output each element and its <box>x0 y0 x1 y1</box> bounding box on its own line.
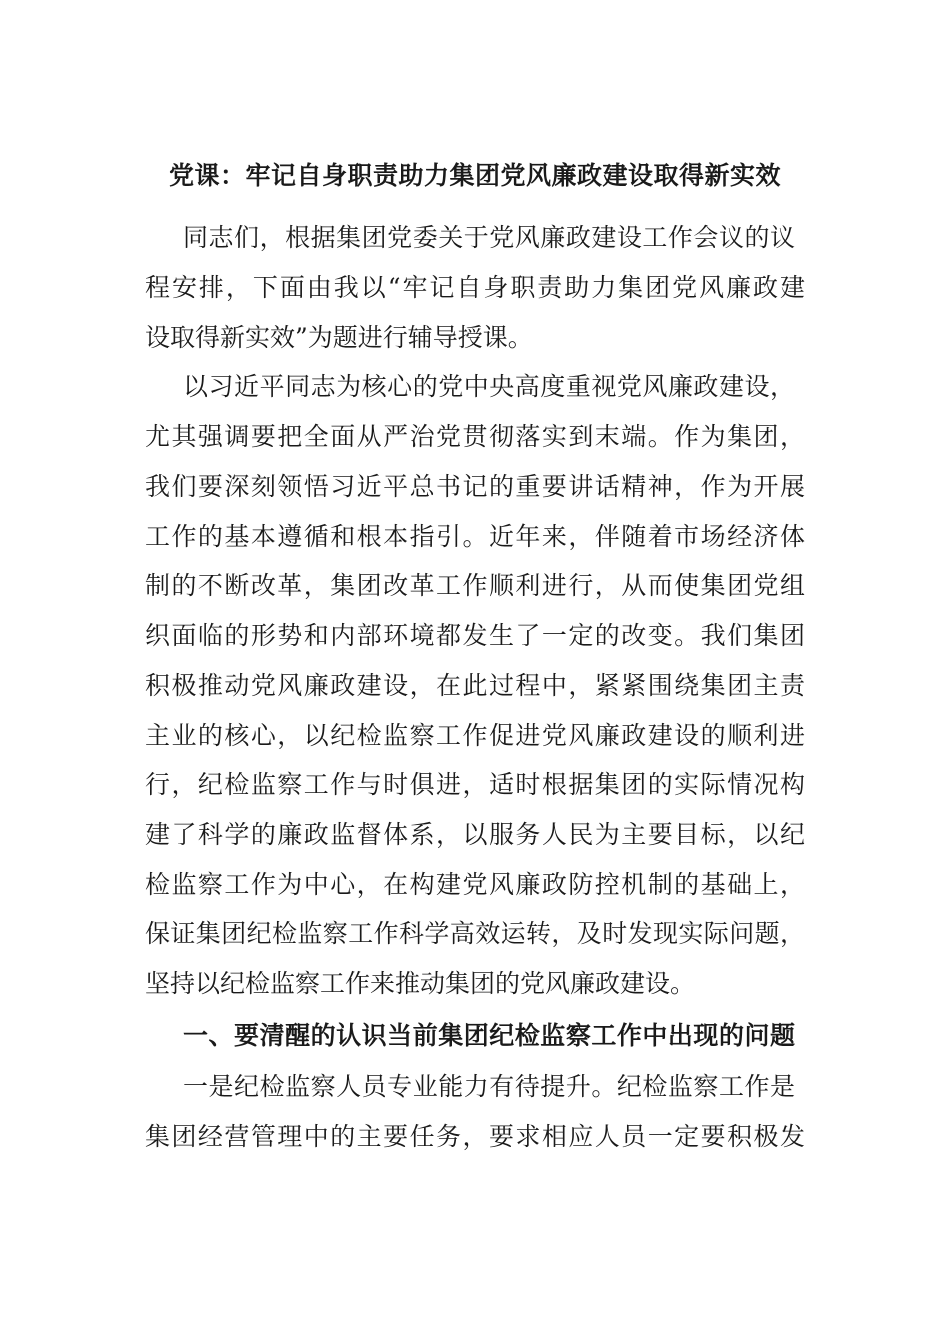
paragraph-1-line: 设取得新实效”为题进行辅导授课。 <box>145 323 533 352</box>
paragraph-1-line: 程安排，下面由我以“牢记自身职责助力集团党风廉政建 <box>145 273 805 302</box>
paragraph-2-line: 尤其强调要把全面从严治党贯彻落实到末端。作为集团， <box>145 422 805 451</box>
paragraph-2-line: 主业的核心，以纪检监察工作促进党风廉政建设的顺利进 <box>145 721 805 750</box>
paragraph-2-line: 建了科学的廉政监督体系，以服务人民为主要目标，以纪 <box>145 820 805 849</box>
paragraph-2-line: 保证集团纪检监察工作科学高效运转，及时发现实际问题， <box>145 919 805 948</box>
paragraph-2-line: 以习近平同志为核心的党中央高度重视党风廉政建设， <box>183 372 795 401</box>
paragraph-2-line: 我们要深刻领悟习近平总书记的重要讲话精神，作为开展 <box>145 472 805 501</box>
paragraph-2-line: 织面临的形势和内部环境都发生了一定的改变。我们集团 <box>145 621 805 650</box>
section-heading: 一、要清醒的认识当前集团纪检监察工作中出现的问题 <box>183 1021 795 1050</box>
document-title: 党课：牢记自身职责助力集团党风廉政建设取得新实效 <box>168 161 781 190</box>
paragraph-2-line: 工作的基本遵循和根本指引。近年来，伴随着市场经济体 <box>145 522 805 551</box>
paragraph-2-line: 检监察工作为中心，在构建党风廉政防控机制的基础上， <box>145 870 805 899</box>
paragraph-2-line: 行，纪检监察工作与时俱进，适时根据集团的实际情况构 <box>145 770 805 799</box>
paragraph-3-line: 一是纪检监察人员专业能力有待提升。纪检监察工作是 <box>183 1072 795 1101</box>
paragraph-1-line: 同志们，根据集团党委关于党风廉政建设工作会议的议 <box>183 223 795 252</box>
paragraph-2-line: 坚持以纪检监察工作来推动集团的党风廉政建设。 <box>145 969 696 998</box>
paragraph-2-line: 积极推动党风廉政建设，在此过程中，紧紧围绕集团主责 <box>145 671 805 700</box>
paragraph-2-line: 制的不断改革，集团改革工作顺利进行，从而使集团党组 <box>145 571 805 600</box>
paragraph-3-line: 集团经营管理中的主要任务，要求相应人员一定要积极发 <box>145 1122 805 1151</box>
